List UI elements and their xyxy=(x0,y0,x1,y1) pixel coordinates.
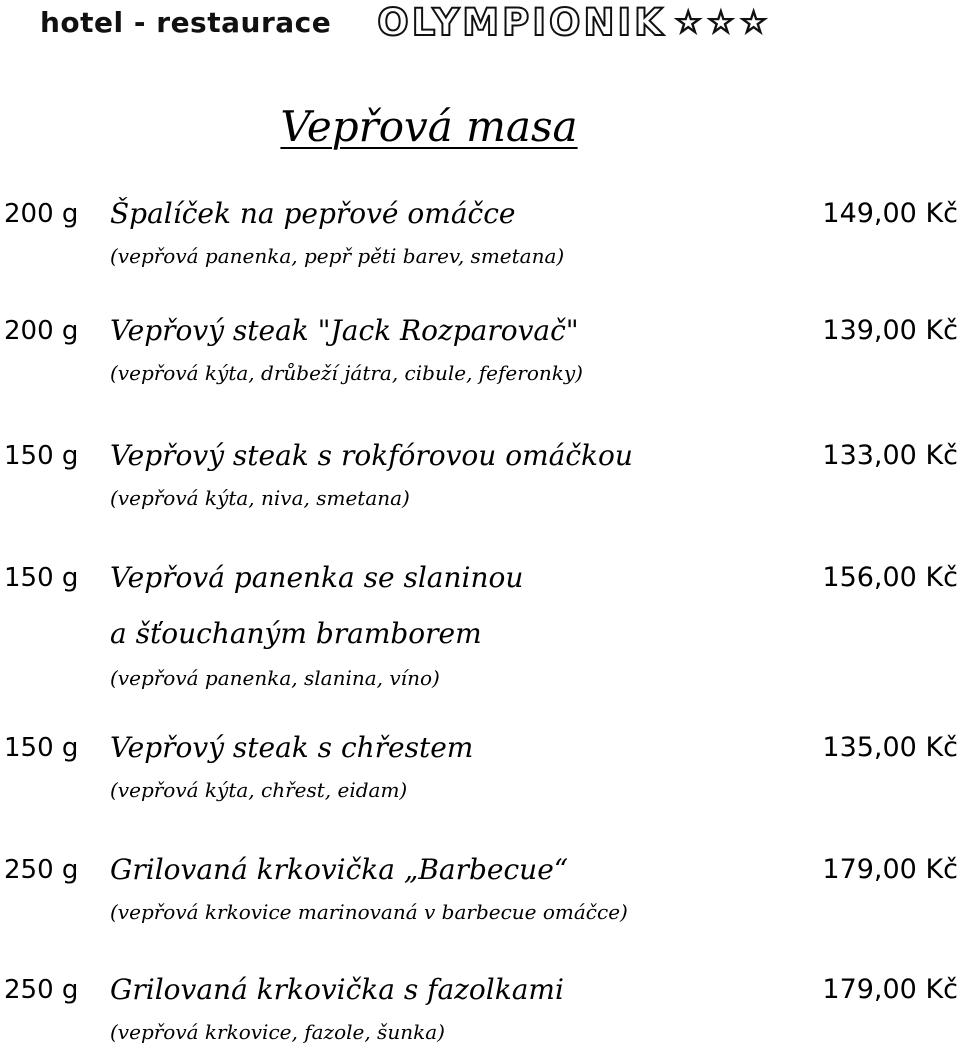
item-description: (vepřová krkovice marinovaná v barbecue omáčce) xyxy=(110,900,628,924)
item-weight: 200 g xyxy=(4,199,79,229)
item-price: 149,00 Kč xyxy=(822,198,958,229)
hotel-subtitle: hotel - restaurace xyxy=(40,5,332,39)
item-price: 179,00 Kč xyxy=(822,974,958,1005)
item-name: Vepřová panenka se slaninou xyxy=(110,561,524,594)
item-name: Špalíček na pepřové omáčce xyxy=(110,197,516,230)
item-weight: 200 g xyxy=(4,316,79,346)
item-weight: 250 g xyxy=(4,855,79,885)
star-rating-icon: ☆☆☆ xyxy=(673,3,772,41)
section-title: Vepřová masa xyxy=(280,102,578,151)
item-description: (vepřová kýta, niva, smetana) xyxy=(110,486,410,510)
brand-logo-text: OLYMPIONIK xyxy=(377,0,666,44)
item-price: 139,00 Kč xyxy=(822,315,958,346)
item-description: (vepřová panenka, pepř pěti barev, smetana) xyxy=(110,244,565,268)
item-price: 179,00 Kč xyxy=(822,854,958,885)
item-name-continued: a šťouchaným bramborem xyxy=(110,617,482,650)
item-weight: 150 g xyxy=(4,563,79,593)
item-name: Vepřový steak "Jack Rozparovač" xyxy=(110,314,579,347)
header xyxy=(40,2,772,42)
item-description: (vepřová krkovice, fazole, šunka) xyxy=(110,1020,445,1044)
item-description: (vepřová panenka, slanina, víno) xyxy=(110,666,440,690)
item-weight: 150 g xyxy=(4,441,79,471)
item-name: Grilovaná krkovička „Barbecue“ xyxy=(110,853,569,886)
item-name: Grilovaná krkovička s fazolkami xyxy=(110,973,564,1006)
item-weight: 150 g xyxy=(4,733,79,763)
item-name: Vepřový steak s rokfórovou omáčkou xyxy=(110,439,633,472)
item-price: 133,00 Kč xyxy=(822,440,958,471)
item-price: 135,00 Kč xyxy=(822,732,958,763)
item-description: (vepřová kýta, chřest, eidam) xyxy=(110,778,408,802)
item-description: (vepřová kýta, drůbeží játra, cibule, feferonky) xyxy=(110,361,583,385)
item-weight: 250 g xyxy=(4,975,79,1005)
item-name: Vepřový steak s chřestem xyxy=(110,731,474,764)
item-price: 156,00 Kč xyxy=(822,562,958,593)
